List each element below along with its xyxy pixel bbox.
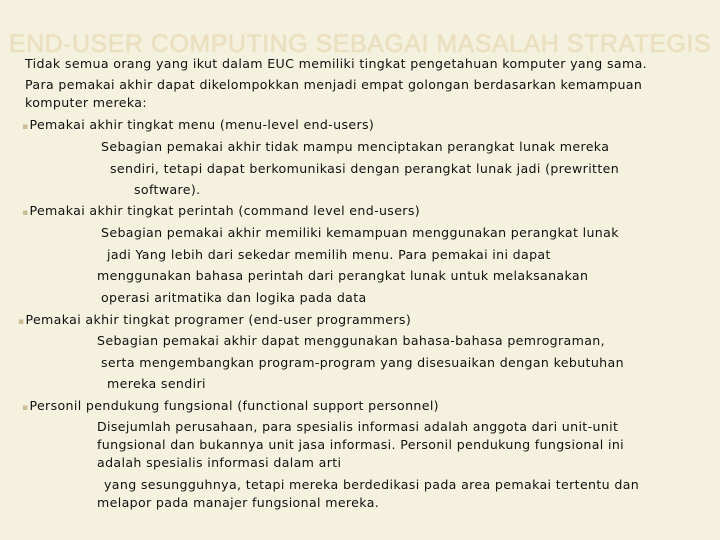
item-heading-menu-level: [22, 117, 374, 135]
item-body-line: Sebagian pemakai akhir tidak mampu menciptakan perangkat lunak mereka: [101, 139, 610, 154]
item-body-line: mereka sendiri: [107, 376, 206, 391]
item-body-line: Disejumlah perusahaan, para spesialis informasi adalah anggota dari unit-unit: [97, 419, 619, 434]
item-heading-text: Pemakai akhir tingkat menu (menu-level end-users): [29, 117, 375, 132]
item-heading-functional-support: [22, 398, 439, 416]
bullet-icon: ▪: [22, 208, 29, 218]
item-body-line: yang sesungguhnya, tetapi mereka berdedikasi pada area pemakai tertentu dan: [104, 477, 640, 492]
item-body-line: serta mengembangkan program-program yang disesuaikan dengan kebutuhan: [101, 355, 624, 370]
item-body-line: menggunakan bahasa perintah dari perangkat lunak untuk melaksanakan: [97, 268, 589, 283]
intro-line-1: Tidak semua orang yang ikut dalam EUC memiliki tingkat pengetahuan komputer yang sama.: [25, 56, 647, 71]
item-heading-programmer: [18, 312, 411, 330]
item-body-line: fungsional dan bukannya unit jasa informasi. Personil pendukung fungsional ini: [97, 437, 625, 452]
item-heading-command-level: [22, 203, 420, 221]
intro-line-2: Para pemakai akhir dapat dikelompokkan menjadi empat golongan berdasarkan kemampuan: [25, 77, 643, 92]
item-body-line: melapor pada manajer fungsional mereka.: [97, 495, 380, 510]
item-body-line: Sebagian pemakai akhir dapat menggunakan bahasa-bahasa pemrograman,: [97, 333, 605, 348]
item-body-line: adalah spesialis informasi dalam arti: [97, 455, 342, 470]
slide-title: END-USER COMPUTING SEBAGAI MASALAH STRATEGIS: [8, 30, 712, 58]
item-body-line: software).: [134, 182, 201, 197]
item-body-line: Sebagian pemakai akhir memiliki kemampuan menggunakan perangkat lunak: [101, 225, 619, 240]
bullet-icon: ▪: [22, 403, 29, 413]
item-body-line: operasi aritmatika dan logika pada data: [101, 290, 367, 305]
item-body-line: sendiri, tetapi dapat berkomunikasi dengan perangkat lunak jadi (prewritten: [110, 161, 620, 176]
item-body-line: jadi Yang lebih dari sekedar memilih menu. Para pemakai ini dapat: [107, 247, 551, 262]
item-heading-text: Personil pendukung fungsional (functional support personnel): [29, 398, 439, 413]
bullet-icon: ▪: [22, 122, 29, 132]
bullet-icon: ▪: [18, 317, 25, 327]
item-heading-text: Pemakai akhir tingkat perintah (command level end-users): [29, 203, 421, 218]
item-heading-text: Pemakai akhir tingkat programer (end-user programmers): [25, 312, 412, 327]
intro-line-3: komputer mereka:: [25, 95, 147, 110]
